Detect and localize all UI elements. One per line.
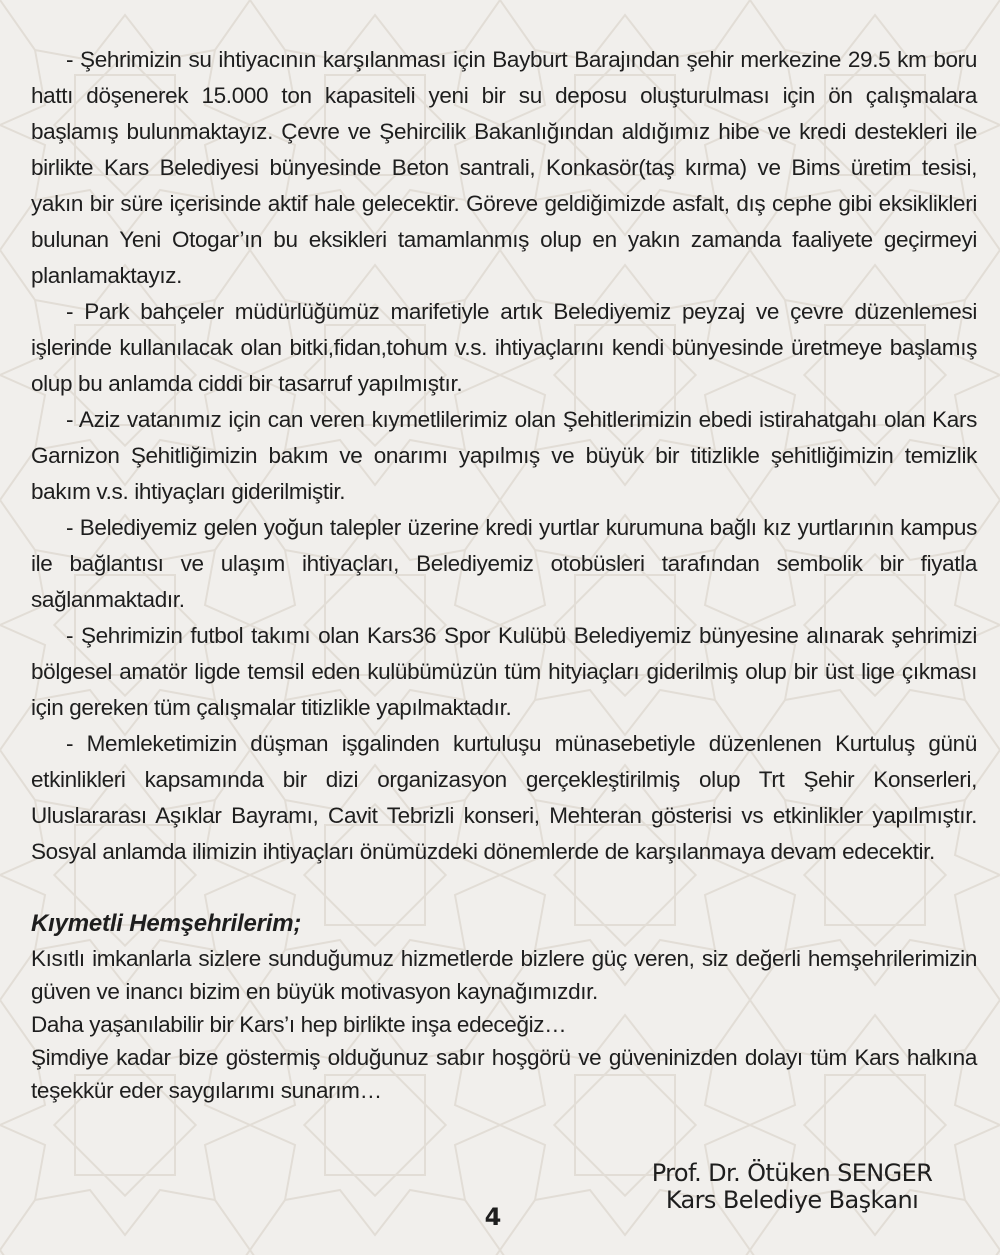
letter-body bbox=[31, 42, 977, 1107]
paragraph-spacer bbox=[31, 870, 977, 906]
signature-block bbox=[627, 1160, 957, 1214]
paragraph-park-gardens: - Park bahçeler müdürlüğümüz marifetiyle artık Belediyemiz peyzaj ve çevre düzenlemesi işlerinde kullanılacak olan bitki,fidan,tohum v.s. ihtiyaçlarını kendi bünyesinde üretmeye başlamış olup bu anlamda ciddi bir tasarruf yapılmıştır. bbox=[31, 299, 977, 396]
page-number: 4 bbox=[484, 1203, 502, 1231]
closing-heading: Kıymetli Hemşehrilerim; bbox=[31, 910, 302, 937]
paragraph-football-club: - Şehrimizin futbol takımı olan Kars36 Spor Kulübü Belediyemiz bünyesine alınarak şehrimizi bölgesel amatör ligde temsil eden kulübümüzün tüm hityiaçları giderilmiş olup bir üst lige çıkması için gereken tüm çalışmalar titizlikle yapılmaktadır. bbox=[31, 623, 977, 720]
paragraph-martyrs-cemetery: - Aziz vatanımız için can veren kıymetlilerimiz olan Şehitlerimizin ebedi istirahatgahı olan Kars Garnizon Şehitliğimizin bakım ve onarımı yapılmış ve büyük bir titizlikle şehitliğimizin temizlik bakım v.s. ihtiyaçları giderilmiştir. bbox=[31, 407, 977, 504]
signature-name: Prof. Dr. Ötüken SENGER bbox=[651, 1159, 933, 1187]
paragraph-dormitory-transport: - Belediyemiz gelen yoğun talepler üzerine kredi yurtlar kurumuna bağlı kız yurtlarının kampus ile bağlantısı ve ulaşım ihtiyaçları, Belediyemiz otobüsleri tarafından sembolik bir fiyatla sağlanmaktadır. bbox=[31, 515, 977, 612]
paragraph-water-project: - Şehrimizin su ihtiyacının karşılanması için Bayburt Barajından şehir merkezine 29.5 km boru hattı döşenerek 15.000 ton kapasiteli yeni bir su deposu oluşturulması için ön çalışmalara başlamış bulunmaktayız. Çevre ve Şehircilik Bakanlığından aldığımız hibe ve kredi destekleri ile birlikte Kars Belediyesi bünyesinde Beton santrali, Konkasör(taş kırma) ve Bims üretim tesisi, yakın bir süre içerisinde aktif hale gelecektir. Göreve geldiğimizde asfalt, dış cephe gibi eksiklikleri bulunan Yeni Otogar’ın bu eksikleri tamamlanmış olup en yakın zamanda faaliyete geçirmeyi planlamaktayız. bbox=[31, 47, 977, 288]
closing-paragraph-thanks: Şimdiye kadar bize göstermiş olduğunuz sabır hoşgörü ve güveninizden dolayı tüm Kars halkına teşekkür eder saygılarımı sunarım… bbox=[31, 1045, 977, 1103]
paragraph-liberation-day: - Memleketimizin düşman işgalinden kurtuluşu münasebetiyle düzenlenen Kurtuluş günü etkinlikleri kapsamında bir dizi organizasyon gerçekleştirilmiş olup Trt Şehir Konserleri, Uluslararası Aşıklar Bayramı, Cavit Tebrizli konseri, Mehteran gösterisi vs etkinlikler yapılmıştır. Sosyal anlamda ilimizin ihtiyaçları önümüzdeki dönemlerde de karşılanmaya devam edecektir. bbox=[31, 731, 977, 864]
closing-paragraph-kars: Daha yaşanılabilir bir Kars’ı hep birlikte inşa edeceğiz… bbox=[31, 1012, 567, 1037]
signature-title: Kars Belediye Başkanı bbox=[665, 1186, 919, 1214]
closing-paragraph-motivation: Kısıtlı imkanlarla sizlere sunduğumuz hizmetlerde bizlere güç veren, siz değerli hemşehrilerimizin güven ve inancı bizim en büyük motivasyon kaynağımızdır. bbox=[31, 946, 977, 1004]
